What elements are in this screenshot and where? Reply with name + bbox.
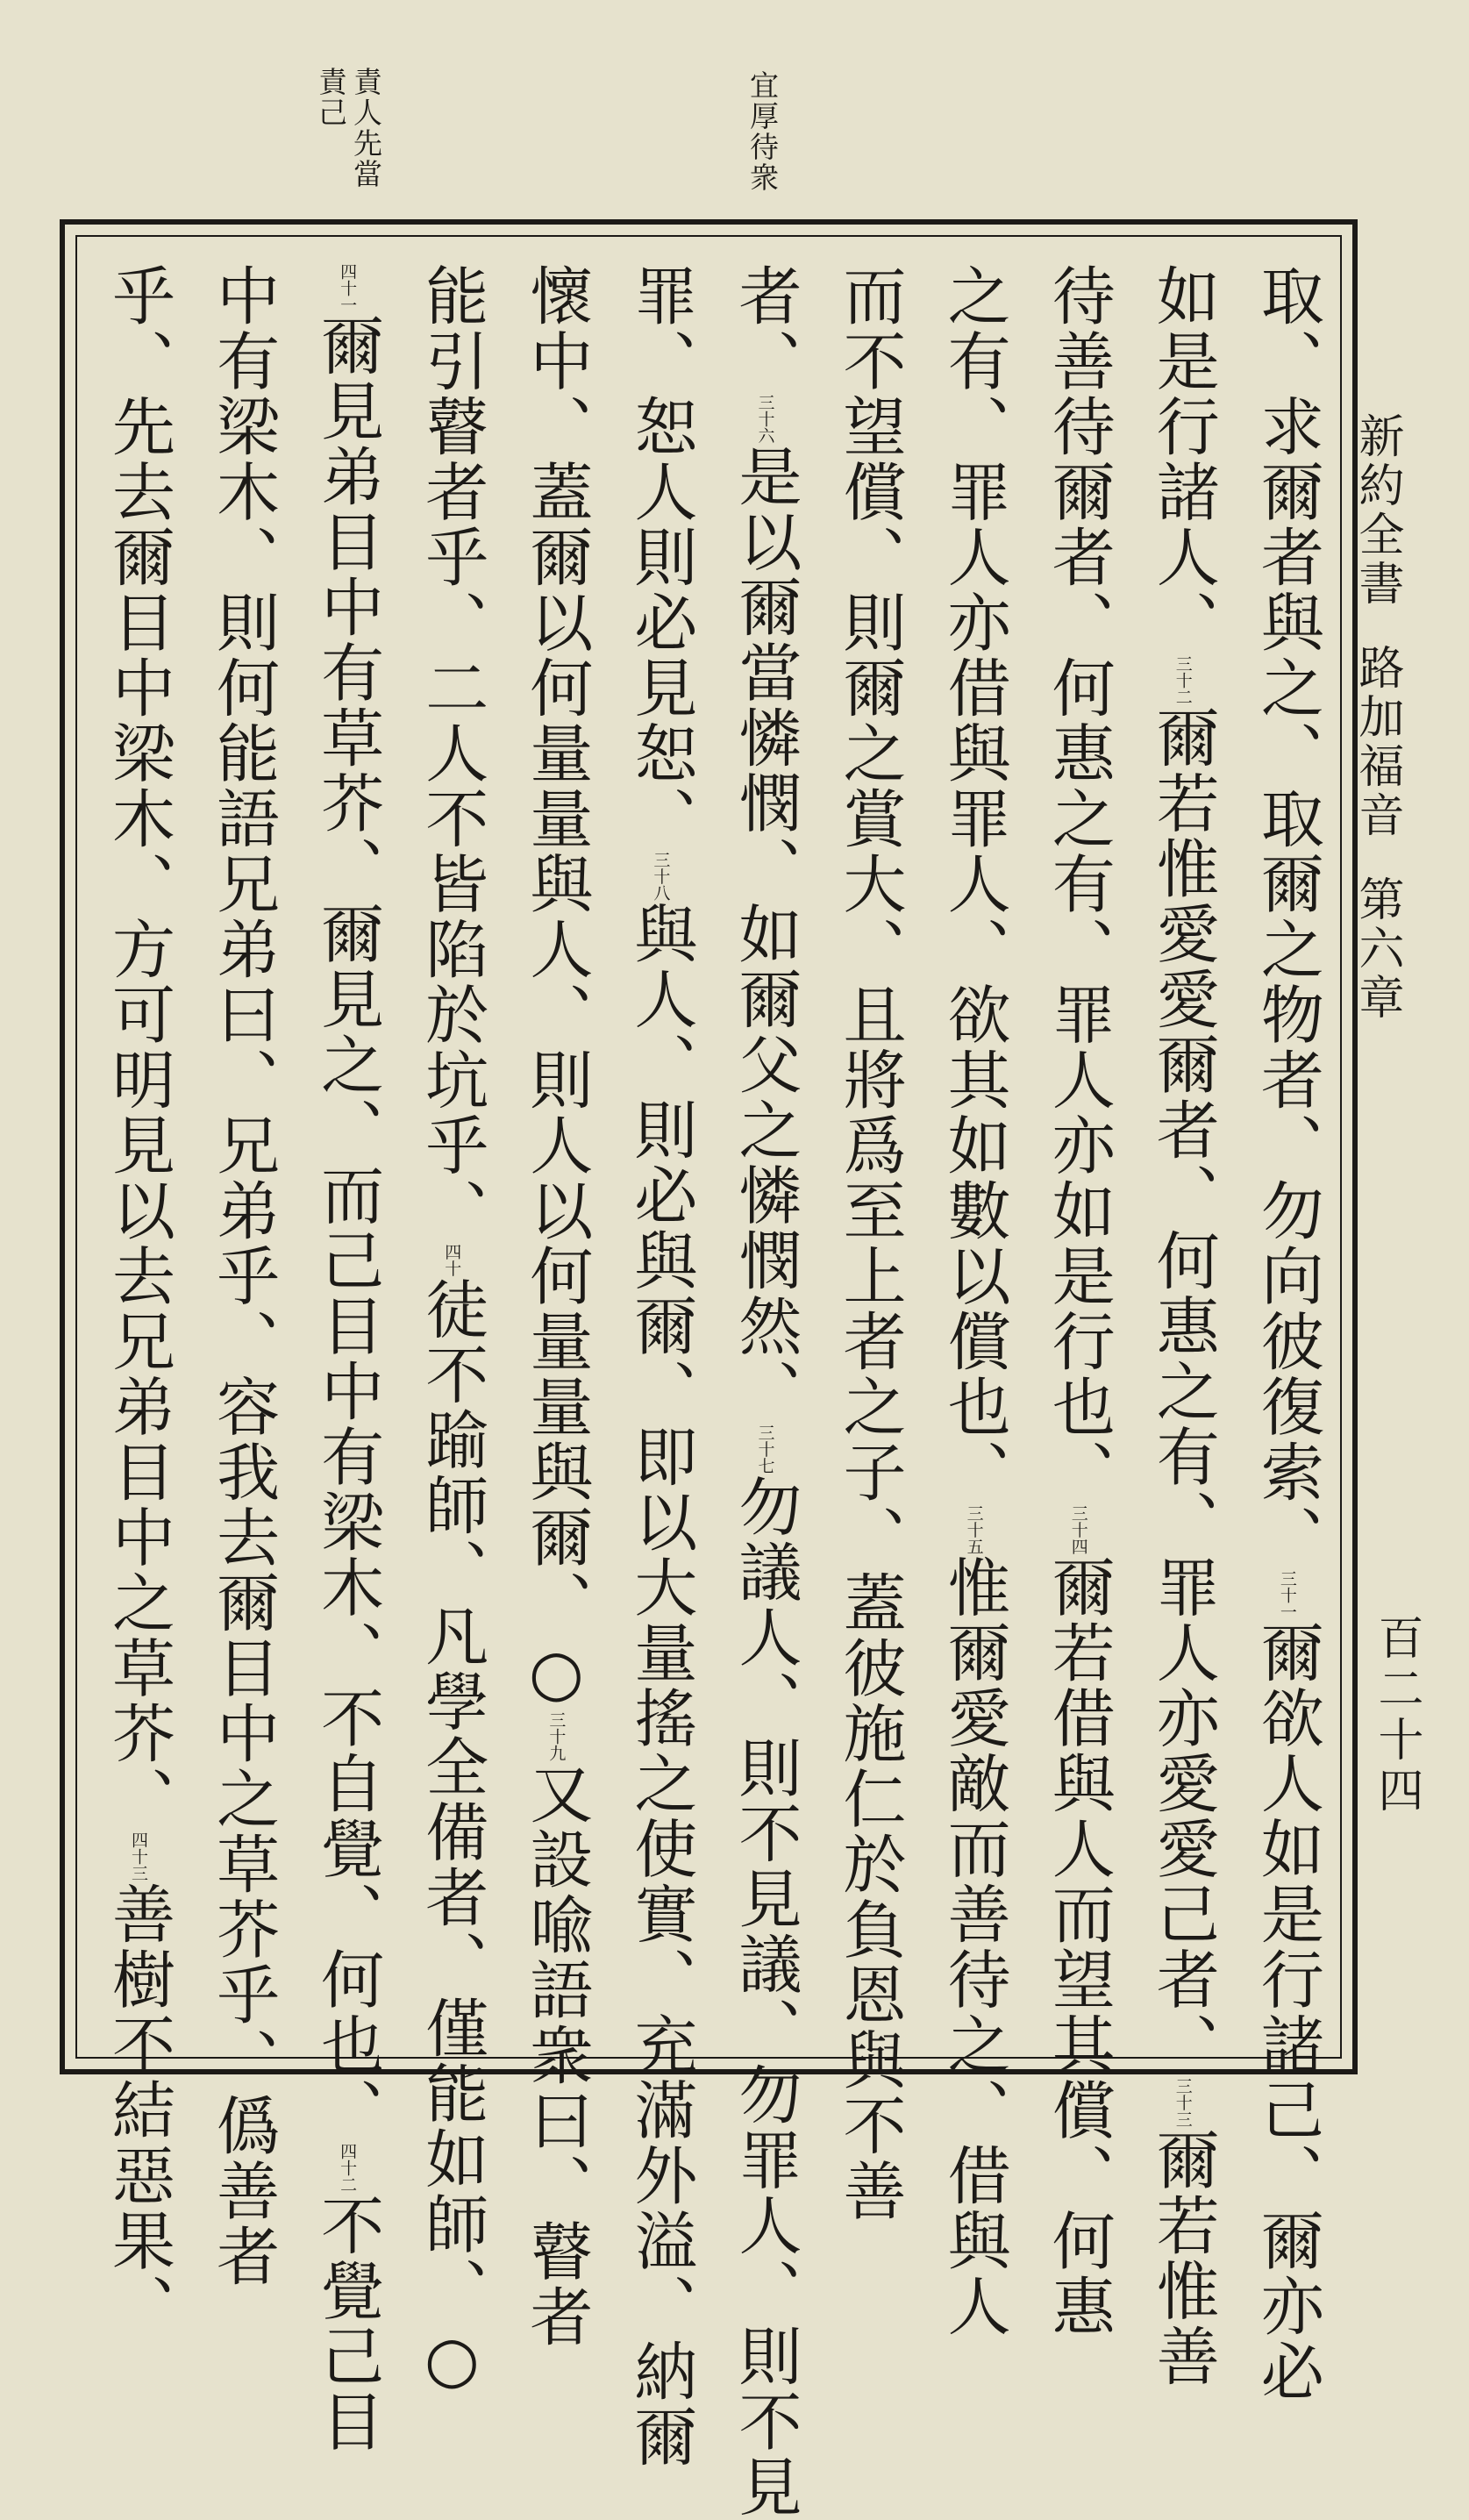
verse-text: 而不望償、則爾之賞大、且將爲至上者之子、蓋彼施仁於負恩與不善	[832, 263, 907, 2224]
verse-text: 不覺己目	[310, 2193, 385, 2454]
text-column	[832, 263, 907, 2224]
verse-number: 四十三	[129, 1831, 148, 1881]
verse-text: 爾若惟愛愛爾者、何惠之有、罪人亦愛愛己者、	[1145, 705, 1220, 2078]
text-column	[415, 263, 489, 2398]
verse-text: 徒不踰師、凡學全備者、僅能如師、○	[415, 1276, 489, 2398]
verse-number: 四十二	[338, 2143, 358, 2193]
text-column	[728, 263, 802, 2520]
text-column	[624, 263, 698, 2470]
verse-text: 乎、先去爾目中梁木、方可明見以去兄弟目中之草芥、	[102, 263, 175, 1831]
verse-text: 取、求爾者與之、取爾之物者、勿向彼復索、	[1250, 263, 1324, 1570]
verse-text: 之有、罪人亦借與罪人、欲其如數以償也、	[937, 263, 1011, 1505]
verse-number: 三十九	[546, 1711, 567, 1761]
verse-text: 如是行諸人、	[1145, 263, 1220, 655]
text-column	[1250, 263, 1324, 2404]
verse-text: 勿議人、則不見議、勿罪人、則不見	[728, 1474, 802, 2520]
verse-text: 爾若惟善	[1145, 2127, 1220, 2389]
text-column	[937, 263, 1011, 2339]
verse-number: 四十一	[338, 263, 358, 313]
verse-number: 三十六	[755, 394, 775, 444]
verse-text: 能引瞽者乎、二人不皆陷於坑乎、	[415, 263, 489, 1244]
chapter-title: 第六章	[1351, 875, 1403, 1023]
verse-text: 惟爾愛敵而善待之、借與人	[937, 1554, 1011, 2339]
gospel-title: 路加福音	[1351, 644, 1403, 840]
verse-text: 又設喩語衆曰、瞽者	[519, 1761, 594, 2350]
text-column	[519, 263, 594, 2350]
verse-text: 爾見弟目中有草芥、爾見之、而己目中有梁木、不自覺、何也、	[310, 313, 385, 2143]
verse-number: 三十五	[964, 1504, 984, 1555]
verse-text: 是以爾當憐憫、如爾父之憐憫然、	[728, 444, 802, 1424]
verse-text: 善樹不結惡果、	[102, 1881, 175, 2339]
verse-number: 三十一	[1277, 1570, 1297, 1620]
verse-number: 三十三	[1173, 2077, 1193, 2128]
text-column	[1145, 263, 1220, 2389]
verse-text: 爾若借與人而望其償、何惠	[1041, 1554, 1116, 2339]
verse-text: 者、	[728, 263, 802, 394]
text-column	[1041, 263, 1116, 2339]
verse-text: 與人、則必與爾、即以大量搖之使實、充滿外溢、納爾	[624, 901, 698, 2470]
text-column	[102, 263, 175, 2339]
page-number: 百二十四	[1370, 1614, 1423, 1817]
text-column	[206, 263, 281, 2289]
verse-number: 三十七	[755, 1424, 775, 1474]
verse-text: 罪、恕人則必見恕、	[624, 263, 698, 852]
scripture-text-body	[102, 263, 1324, 2520]
verse-text: 中有梁木、則何能語兄弟曰、兄弟乎、容我去爾目中之草芥乎、僞善者	[206, 263, 281, 2289]
text-column	[310, 263, 385, 2454]
running-header	[1351, 412, 1403, 2167]
margin-note-reprove-self-line-2: 責己	[314, 67, 348, 128]
verse-text: 爾欲人如是行諸己、爾亦必	[1250, 1620, 1324, 2404]
margin-note-reprove-self-line-1: 責人先當	[349, 67, 383, 189]
verse-number: 四十	[442, 1243, 462, 1277]
verse-number: 三十二	[1173, 655, 1193, 705]
book-title: 新約全書	[1351, 412, 1403, 609]
verse-text: 待善待爾者、何惠之有、罪人亦如是行也、	[1041, 263, 1116, 1505]
verse-text: 懷中、蓋爾以何量量與人、則人以何量量與爾、○	[519, 263, 594, 1711]
verse-number: 三十四	[1068, 1504, 1088, 1555]
verse-number: 三十八	[651, 851, 671, 902]
margin-note-treat-all-kindly: 宜厚待衆	[745, 70, 780, 193]
